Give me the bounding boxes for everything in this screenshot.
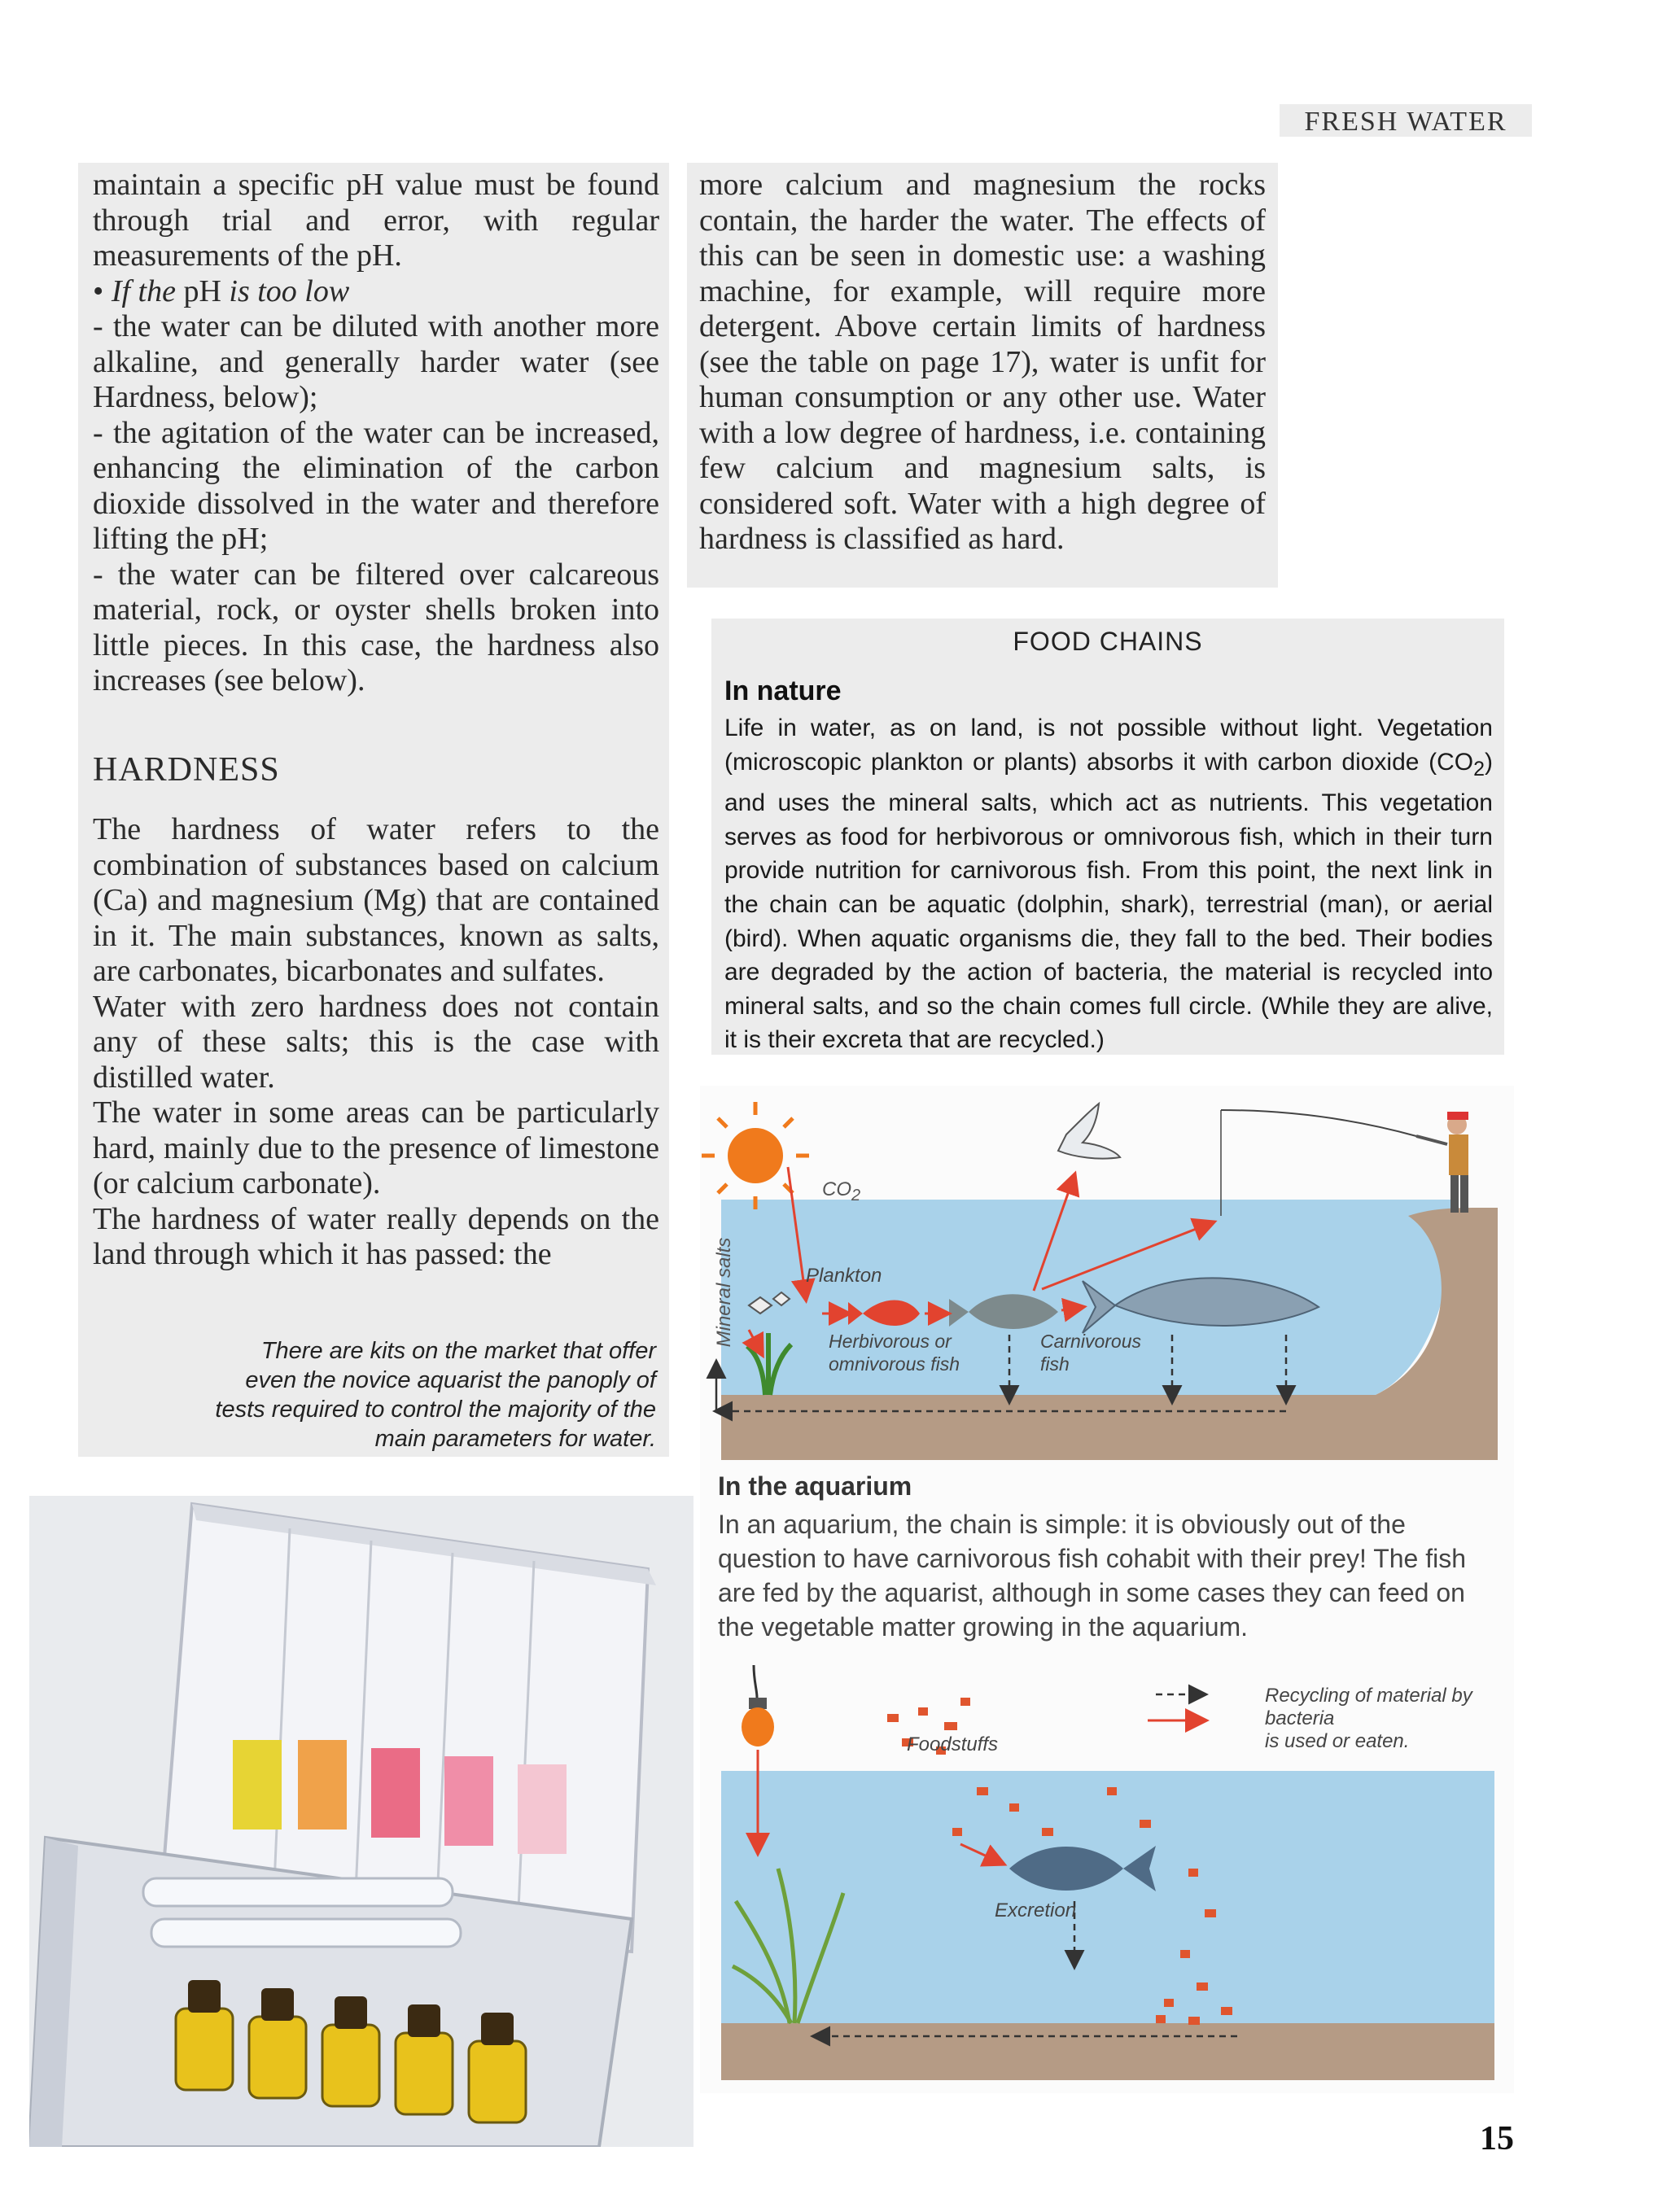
bullet-ph: pH <box>175 273 230 308</box>
in-the-aquarium-body: In an aquarium, the chain is simple: it is obviously out of the question to have carnivorous fish cohabit with their prey! The fish are fed by the aquarist, although in some cases they can feed on the vegetable matter growing in the aquarium. <box>718 1510 1467 1642</box>
hardness-paragraph: Water with zero hardness does not contain any of these salts; this is the case with distilled water. <box>93 989 659 1095</box>
in-the-aquarium-title: In the aquarium <box>718 1471 912 1501</box>
hardness-heading: HARDNESS <box>93 750 280 789</box>
kit-caption: There are kits on the market that offer even the novice aquarist the panoply of tests required to control the majority of the main parameters for water. <box>215 1338 656 1452</box>
diagram-legend <box>1265 1685 1472 1753</box>
excretion-label: Excretion <box>995 1899 1077 1921</box>
herbivorous-label: Herbivorous or omnivorous fish <box>829 1331 960 1375</box>
co2-subscript: 2 <box>1473 757 1485 780</box>
hardness-paragraph: The hardness of water really depends on the land through which it has passed: the <box>93 1201 659 1271</box>
mineral-salts-label: Mineral salts <box>713 1237 735 1348</box>
left-column-text <box>93 168 659 1273</box>
water-test-kit-photo <box>29 1496 693 2147</box>
carnivorous-label: Carnivorous fish <box>1040 1331 1141 1375</box>
section-header: FRESH WATER <box>1280 104 1532 137</box>
in-nature-body <box>724 711 1493 1057</box>
foodstuffs-label: Foodstuffs <box>907 1733 999 1755</box>
legend-recycling: Recycling of material by <box>1265 1685 1472 1707</box>
plankton-label: Plankton <box>806 1265 882 1287</box>
list-item: - the agitation of the water can be increased, enhancing the elimination of the carbon dioxide dissolved in the water and therefore lifting the pH; <box>93 415 659 556</box>
right-column-panel <box>687 163 1278 588</box>
list-item: - the water can be diluted with another more alkaline, and generally harder water (see Hardness, below); <box>93 309 659 414</box>
bullet-marker: • <box>93 273 112 308</box>
list-item: - the water can be filtered over calcareous material, rock, or oyster shells broken into little pieces. In this case, the hardness also increases (see below). <box>93 557 659 697</box>
bullet-if: If the <box>111 273 176 308</box>
legend-eaten: is used or eaten. <box>1265 1730 1410 1752</box>
intro-paragraph: maintain a specific pH value must be found through trial and error, with regular measurements of the pH. <box>93 168 659 273</box>
body-part: ) and uses the mineral salts, which act as nutrients. This vegetation serves as food for herbivorous or omnivorous fish, which in their turn provide nutrition for carnivorous fish. From this point, the next link in the chain can be aquatic (dolphin, shark), terrestrial (man), or aerial (bird). When aquatic organisms die, they fall to the bed. Their bodies are degraded by the action of bacteria, the material is recycled into mineral salts, and so the chain comes full circle. (While they are alive, it is their excreta that are recycled.) <box>724 748 1493 1054</box>
ph-low-bullet <box>93 274 659 310</box>
body-part: Life in water, as on land, is not possible without light. Vegetation (microscopic plankton or plants) absorbs it with carbon dioxide (CO <box>724 715 1493 776</box>
food-chains-box <box>711 619 1504 1055</box>
legend-recycling-2: bacteria <box>1265 1707 1335 1729</box>
right-column-text: more calcium and magnesium the rocks contain, the harder the water. The effects of this can be seen in domestic use: a washing machine, for example, will require more detergent. Above certain limits of hardness (see the table on page 17), water is unfit for human consumption or any other use. Water with a low degree of hardness, i.e. containing few calcium and magnesium salts, is considered soft. Water with a high degree of hardness is classified as hard. <box>699 168 1266 556</box>
left-column-panel <box>78 163 669 1457</box>
co2-label: $CO_2$ <box>822 1178 861 1204</box>
hardness-paragraph: The hardness of water refers to the combination of substances based on calcium (Ca) and magnesium (Mg) that are contained in it. The main substances, known as salts, are carbonates, bicarbonates and sulfates. <box>93 812 659 988</box>
test-kit-illustration <box>29 1496 693 2147</box>
hardness-paragraph: The water in some areas can be particularly hard, mainly due to the presence of limestone (or calcium carbonate). <box>93 1095 659 1200</box>
in-nature-subtitle: In nature <box>724 675 842 706</box>
page-number: 15 <box>1480 2120 1514 2157</box>
food-chain-diagram <box>700 1086 1514 2093</box>
food-chains-title: FOOD CHAINS <box>1013 627 1203 656</box>
bullet-rest: is too low <box>229 273 350 308</box>
